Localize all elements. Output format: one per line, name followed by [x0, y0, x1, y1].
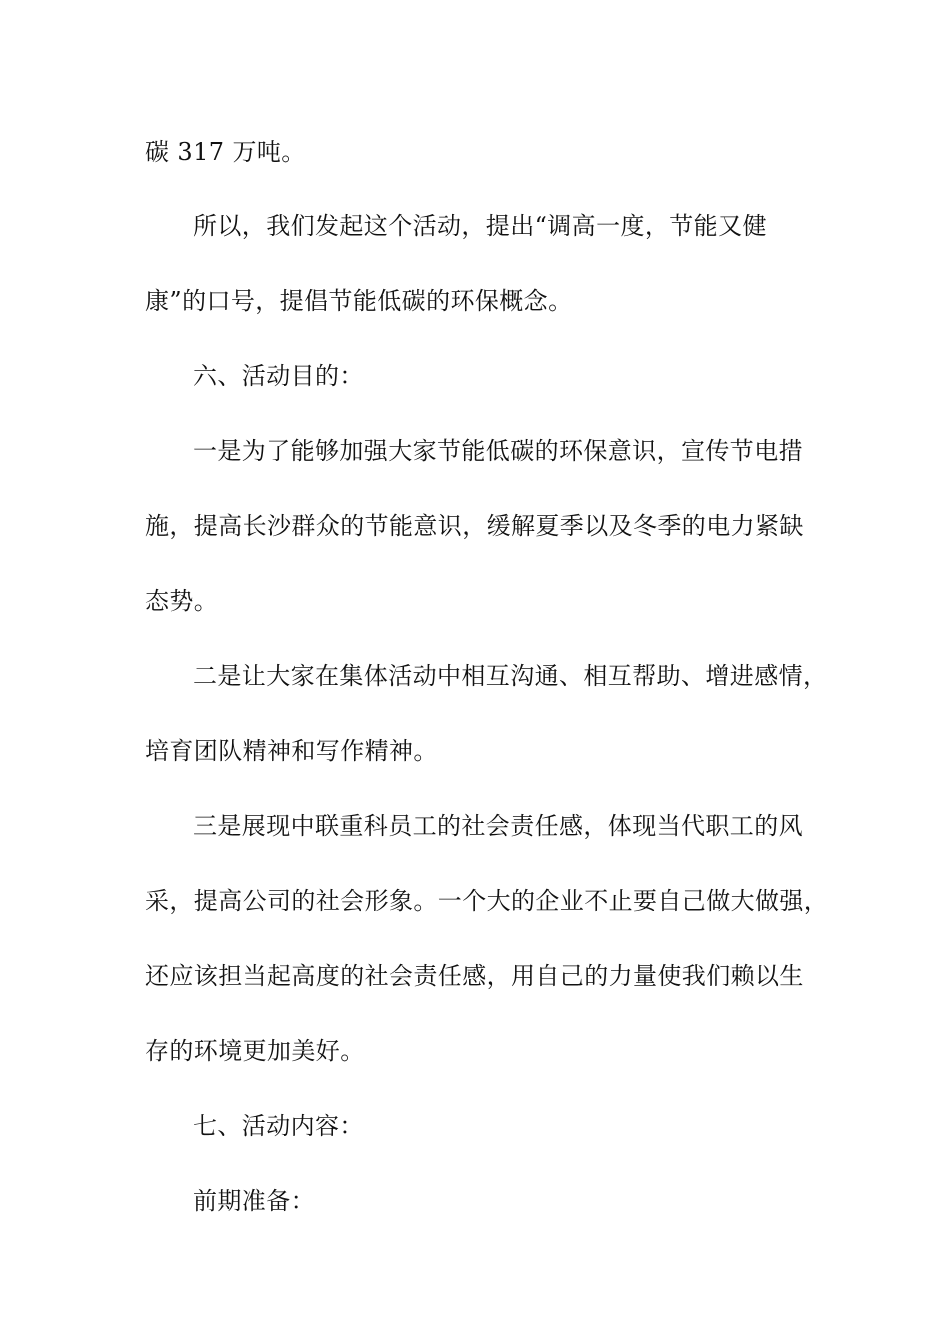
text-line: 碳 317 万吨。	[145, 138, 306, 166]
text-line: 还应该担当起高度的社会责任感，用自己的力量使我们赖以生	[145, 962, 804, 990]
text-line: 康”的口号，提倡节能低碳的环保概念。	[145, 287, 573, 315]
text-line: 存的环境更加美好。	[145, 1037, 365, 1065]
text-line: 采，提高公司的社会形象。一个大的企业不止要自己做大做强，	[145, 887, 829, 915]
paragraph-first-line: 一是为了能够加强大家节能低碳的环保意识，宣传节电措	[193, 437, 803, 465]
text-line: 培育团队精神和写作精神。	[145, 737, 438, 765]
text-line: 态势。	[145, 587, 219, 615]
text-line: 施，提高长沙群众的节能意识，缓解夏季以及冬季的电力紧缺	[145, 512, 804, 540]
paragraph-first-line: 二是让大家在集体活动中相互沟通、相互帮助、增进感情，	[193, 662, 828, 690]
paragraph-first-line: 三是展现中联重科员工的社会责任感，体现当代职工的风	[193, 812, 803, 840]
subsection-heading-preparation: 前期准备：	[193, 1187, 315, 1215]
paragraph-first-line: 所以，我们发起这个活动，提出“调高一度，节能又健	[193, 212, 767, 240]
section-heading-content: 七、活动内容：	[193, 1112, 364, 1140]
section-heading-purpose: 六、活动目的：	[193, 362, 364, 390]
